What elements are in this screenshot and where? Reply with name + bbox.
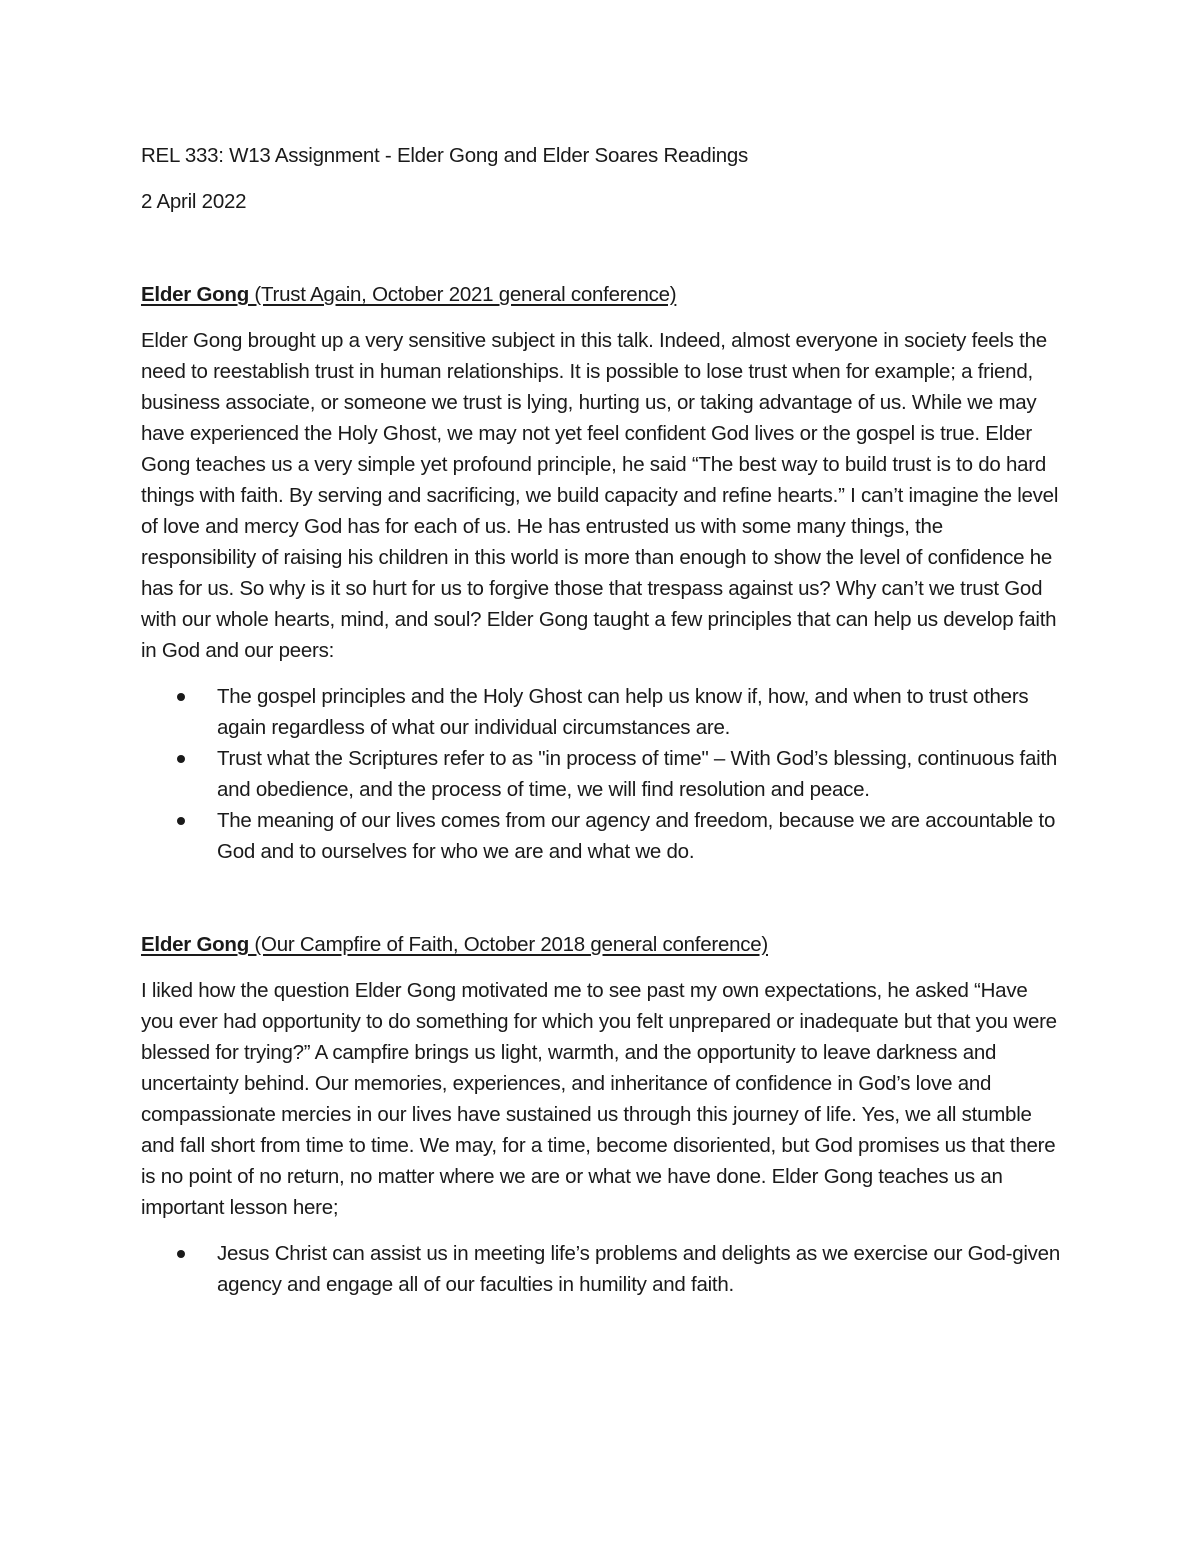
list-item <box>141 681 1061 743</box>
talk-title: (Our Campfire of Faith, October 2018 general conference) <box>248 933 768 956</box>
bullet-icon <box>177 1250 185 1258</box>
section-paragraph: I liked how the question Elder Gong motivated me to see past my own expectations, he asked “Have you ever had opportunity to do something for which you felt unprepared or inadequate but that you were blessed for trying?” A campfire brings us light, warmth, and the opportunity to leave darkness and uncertainty behind. Our memories, experiences, and inheritance of confidence in God’s love and compassionate mercies in our lives have sustained us through this journey of life. Yes, we all stumble and fall short from time to time. We may, for a time, become disoriented, but God promises us that there is no point of no return, no matter where we are or what we have done. Elder Gong teaches us an important lesson here; <box>141 979 1057 1219</box>
bullet-icon <box>177 755 185 763</box>
section-trust-again <box>141 279 1061 867</box>
bullet-icon <box>177 817 185 825</box>
assignment-title: REL 333: W13 Assignment - Elder Gong and Elder Soares Readings <box>141 144 749 167</box>
list-item <box>141 743 1061 805</box>
document-body <box>141 140 1061 1300</box>
talk-title: (Trust Again, October 2021 general conference) <box>248 283 677 306</box>
section-paragraph: Elder Gong brought up a very sensitive subject in this talk. Indeed, almost everyone in society feels the need to reestablish trust in human relationships. It is possible to lose trust when for example; a friend, business associate, or someone we trust is lying, hurting us, or taking advantage of us. While we may have experienced the Holy Ghost, we may not yet feel confident God lives or the gospel is true. Elder Gong teaches us a very simple yet profound principle, he said “The best way to build trust is to do hard things with faith. By serving and sacrificing, we build capacity and refine hearts.” I can’t imagine the level of love and mercy God has for each of us. He has entrusted us with some many things, the responsibility of raising his children in this world is more than enough to show the level of confidence he has for us. So why is it so hurt for us to forgive those that trespass against us? Why can’t we trust God with our whole hearts, mind, and soul? Elder Gong taught a few principles that can help us develop faith in God and our peers: <box>141 329 1059 662</box>
list-item-text: The gospel principles and the Holy Ghost can help us know if, how, and when to trust others again regardless of what our individual circumstances are. <box>217 685 1029 739</box>
list-item-text: Trust what the Scriptures refer to as "in process of time" – With God’s blessing, continuous faith and obedience, and the process of time, we will find resolution and peace. <box>217 747 1058 801</box>
bullet-icon <box>177 693 185 701</box>
section-heading <box>141 279 1061 310</box>
list-item <box>141 805 1061 867</box>
assignment-date: 2 April 2022 <box>141 190 247 213</box>
speaker-name: Elder Gong <box>141 933 249 956</box>
section-campfire-of-faith <box>141 929 1061 1300</box>
principles-list <box>141 681 1061 867</box>
speaker-name: Elder Gong <box>141 283 249 306</box>
section-spacer <box>141 867 1061 929</box>
principles-list <box>141 1238 1061 1300</box>
list-item-text: Jesus Christ can assist us in meeting life’s problems and delights as we exercise our God-given agency and engage all of our faculties in humility and faith. <box>217 1242 1060 1296</box>
list-item <box>141 1238 1061 1300</box>
section-heading <box>141 929 1061 960</box>
list-item-text: The meaning of our lives comes from our agency and freedom, because we are accountable to God and to ourselves for who we are and what we do. <box>217 809 1056 863</box>
